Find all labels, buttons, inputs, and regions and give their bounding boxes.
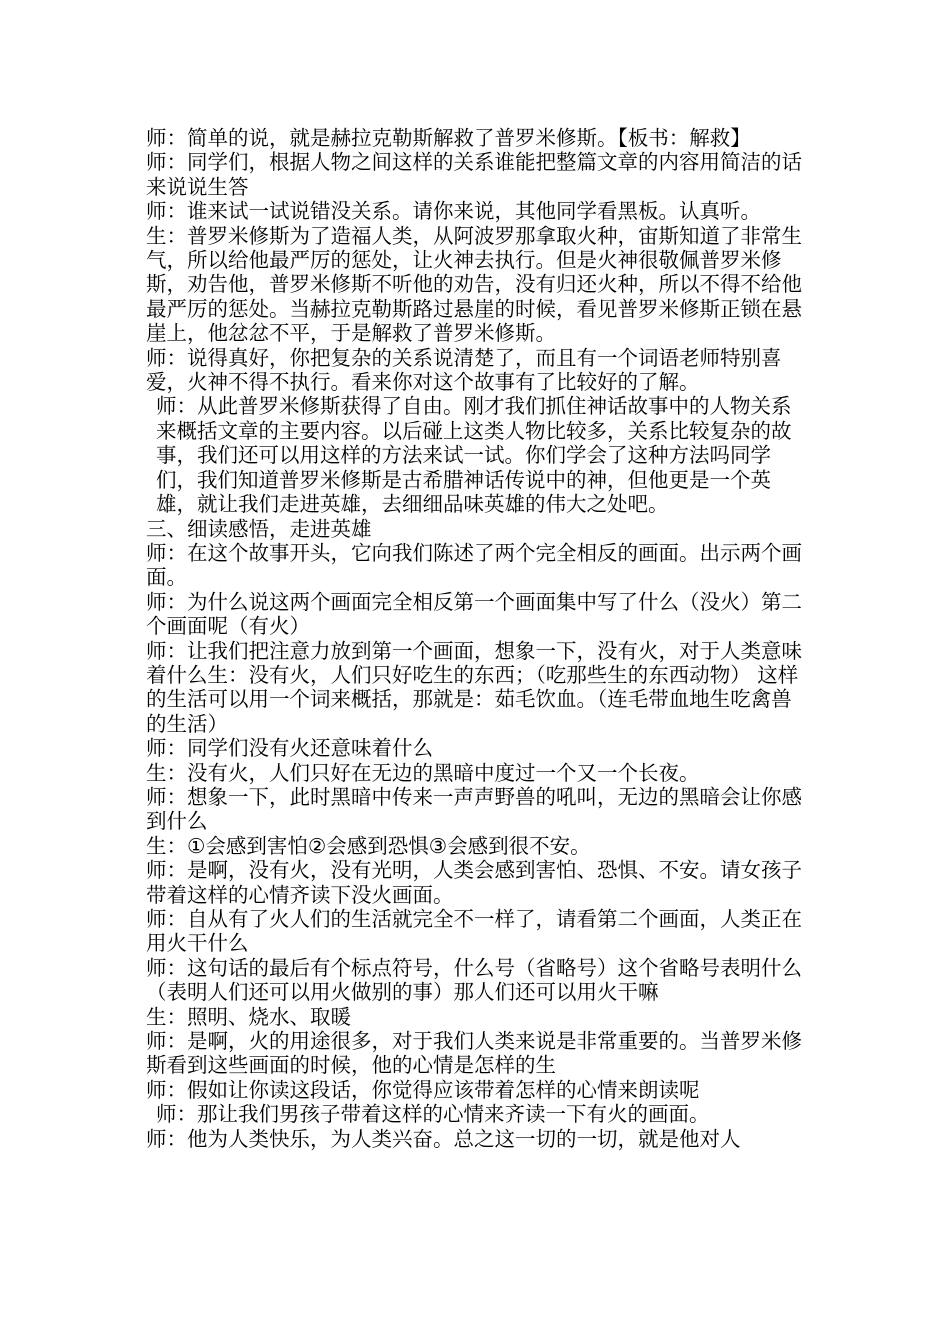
paragraph: 师：从此普罗米修斯获得了自由。刚才我们抓住神话故事中的人物关系来概括文章的主要内容。以后碰上这类人物比较多，关系比较复杂的故事，我们还可以用这样的方法来试一试。你们学会了这种方法吗同学们，我们知道普罗米修斯是古希腊神话传说中的神，但他更是一个英雄，就让我们走进英雄，去细细品味英雄的伟大之处吧。 (156, 394, 792, 517)
paragraph: 师：为什么说这两个画面完全相反第一个画面集中写了什么（没火）第二个画面呢（有火） (146, 589, 802, 639)
paragraph: 师：是啊，没有火，没有光明，人类会感到害怕、恐惧、不安。请女孩子带着这样的心情齐读下没火画面。 (146, 858, 802, 907)
paragraph: 师：让我们把注意力放到第一个画面，想象一下，没有火，对于人类意味着什么生：没有火，人们只好吃生的东西；（吃那些生的东西动物） 这样的生活可以用一个词来概括，那就是：茹毛饮血。（连毛带血地生吃禽兽的生活） (146, 638, 802, 736)
paragraph: 师：同学们没有火还意味着什么 (146, 736, 433, 761)
paragraph: 生：①会感到害怕②会感到恐惧③会感到很不安。 (146, 833, 591, 858)
paragraph: 师：同学们，根据人物之间这样的关系谁能把整篇文章的内容用简洁的话来说说生答 (146, 150, 802, 199)
paragraph: 生：没有火，人们只好在无边的黑暗中度过一个又一个长夜。 (146, 760, 700, 785)
paragraph: 生：普罗米修斯为了造福人类，从阿波罗那拿取火种，宙斯知道了非常生气，所以给他最严厉的惩处，让火神去执行。但是火神很敬佩普罗米修斯，劝告他，普罗米修斯不听他的劝告，没有归还火种，所以不得不给他最严厉的惩处。当赫拉克勒斯路过悬崖的时候，看见普罗米修斯正锁在悬崖上，他忿忿不平，于是解救了普罗米修斯。 (146, 223, 802, 346)
paragraph: 生：照明、烧水、取暖 (146, 1004, 351, 1029)
paragraph: 师：在这个故事开头，它向我们陈述了两个完全相反的画面。出示两个画面。 (146, 540, 802, 590)
paragraph: 师：自从有了火人们的生活就完全不一样了，请看第二个画面，人类正在用火干什么 (146, 907, 802, 956)
section-heading: 三、细读感悟，走进英雄 (146, 516, 372, 541)
paragraph: 师：谁来试一试说错没关系。请你来说，其他同学看黑板。认真听。 (146, 199, 761, 224)
lesson-transcript (146, 126, 810, 1151)
paragraph: 师：那让我们男孩子带着这样的心情来齐读一下有火的画面。 (156, 1102, 710, 1127)
paragraph: 师：假如让你读这段话，你觉得应该带着怎样的心情来朗读呢 (146, 1077, 700, 1102)
paragraph: 师：说得真好，你把复杂的关系说清楚了，而且有一个词语老师特别喜爱，火神不得不执行。看来你对这个故事有了比较好的了解。 (146, 345, 782, 395)
paragraph: 师：他为人类快乐，为人类兴奋。总之这一切的一切，就是他对人 (146, 1126, 741, 1151)
paragraph: 师：是啊，火的用途很多，对于我们人类来说是非常重要的。当普罗米修斯看到这些画面的时候，他的心情是怎样的生 (146, 1029, 802, 1078)
paragraph: 师：这句话的最后有个标点符号，什么号（省略号）这个省略号表明什么（表明人们还可以用火做别的事）那人们还可以用火干嘛 (146, 955, 802, 1005)
paragraph: 师：想象一下，此时黑暗中传来一声声野兽的吼叫，无边的黑暗会让你感到什么 (146, 784, 802, 834)
paragraph: 师：简单的说，就是赫拉克勒斯解救了普罗米修斯。【板书：解救】 (146, 126, 751, 150)
